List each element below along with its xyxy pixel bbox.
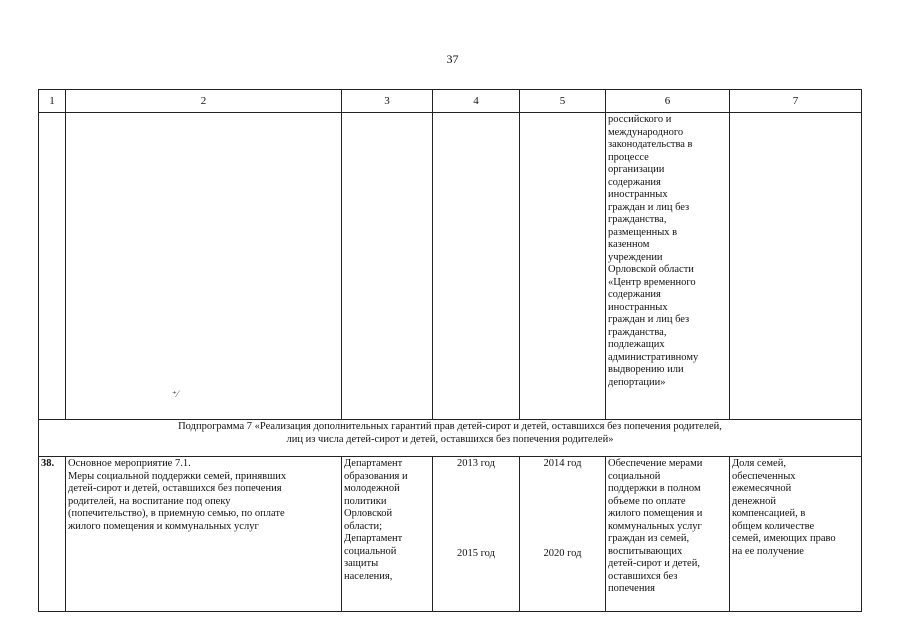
header-col-7: 7 (730, 90, 862, 113)
header-col-6: 6 (606, 90, 730, 113)
row-number: 38. (39, 457, 66, 612)
scan-mark: ⁺⁄ (172, 389, 179, 399)
start-date-1: 2013 год (457, 458, 495, 469)
measure-description: Основное мероприятие 7.1. Меры социальной поддержки семей, принявших детей-сирот и детей, оставшихся без попечения родителей, на воспитание под опеку (попечительство), в приемную семью, по оплате жилого помещения и коммунальных услуг (66, 457, 342, 612)
expected-result: Обеспечение мерами социальной поддержки в полном объеме по оплате жилого помещения и коммунальных услуг граждан из семей, воспитывающих детей-сирот и детей, оставшихся без попечения (606, 457, 730, 612)
continuation-result-cell: российского и международного законодательства в процессе организации содержания иностранных граждан и лиц без гражданства, размещенных в казенном учреждении Орловской области «Центр временного содержания иностранных граждан и лиц без гражданства, подлежащих административному выдворению или депортации» (606, 113, 730, 420)
target-indicator: Доля семей, обеспеченных ежемесячной денежной компенсацией, в общем количестве семей, имеющих право на ее получение (730, 457, 862, 612)
start-dates-cell (433, 457, 520, 612)
subprogram-row (39, 420, 862, 457)
header-col-3: 3 (342, 90, 433, 113)
end-date-2: 2020 год (543, 548, 582, 559)
continuation-row (39, 113, 862, 420)
continuation-cell-4 (433, 113, 520, 420)
responsible-executors: Департамент образования и молодежной политики Орловской области; Департамент социальной защиты населения, (342, 457, 433, 612)
header-col-5: 5 (520, 90, 606, 113)
continuation-cell-2 (66, 113, 342, 420)
header-row (39, 90, 862, 113)
program-table (38, 89, 862, 612)
continuation-cell-3 (342, 113, 433, 420)
start-date-2: 2015 год (457, 548, 495, 559)
page-number: 37 (446, 52, 459, 66)
header-col-4: 4 (433, 90, 520, 113)
continuation-cell-1 (39, 113, 66, 420)
subprogram-title: Подпрограмма 7 «Реализация дополнительных гарантий прав детей-сирот и детей, оставшихся без попечения родителей, лиц из числа детей-сирот и детей, оставшихся без попечения родителей» (39, 420, 862, 457)
table-row (39, 457, 862, 612)
end-date-1: 2014 год (543, 458, 582, 469)
header-col-1: 1 (39, 90, 66, 113)
continuation-cell-7 (730, 113, 862, 420)
header-col-2: 2 (66, 90, 342, 113)
end-dates-cell (520, 457, 606, 612)
continuation-cell-5 (520, 113, 606, 420)
